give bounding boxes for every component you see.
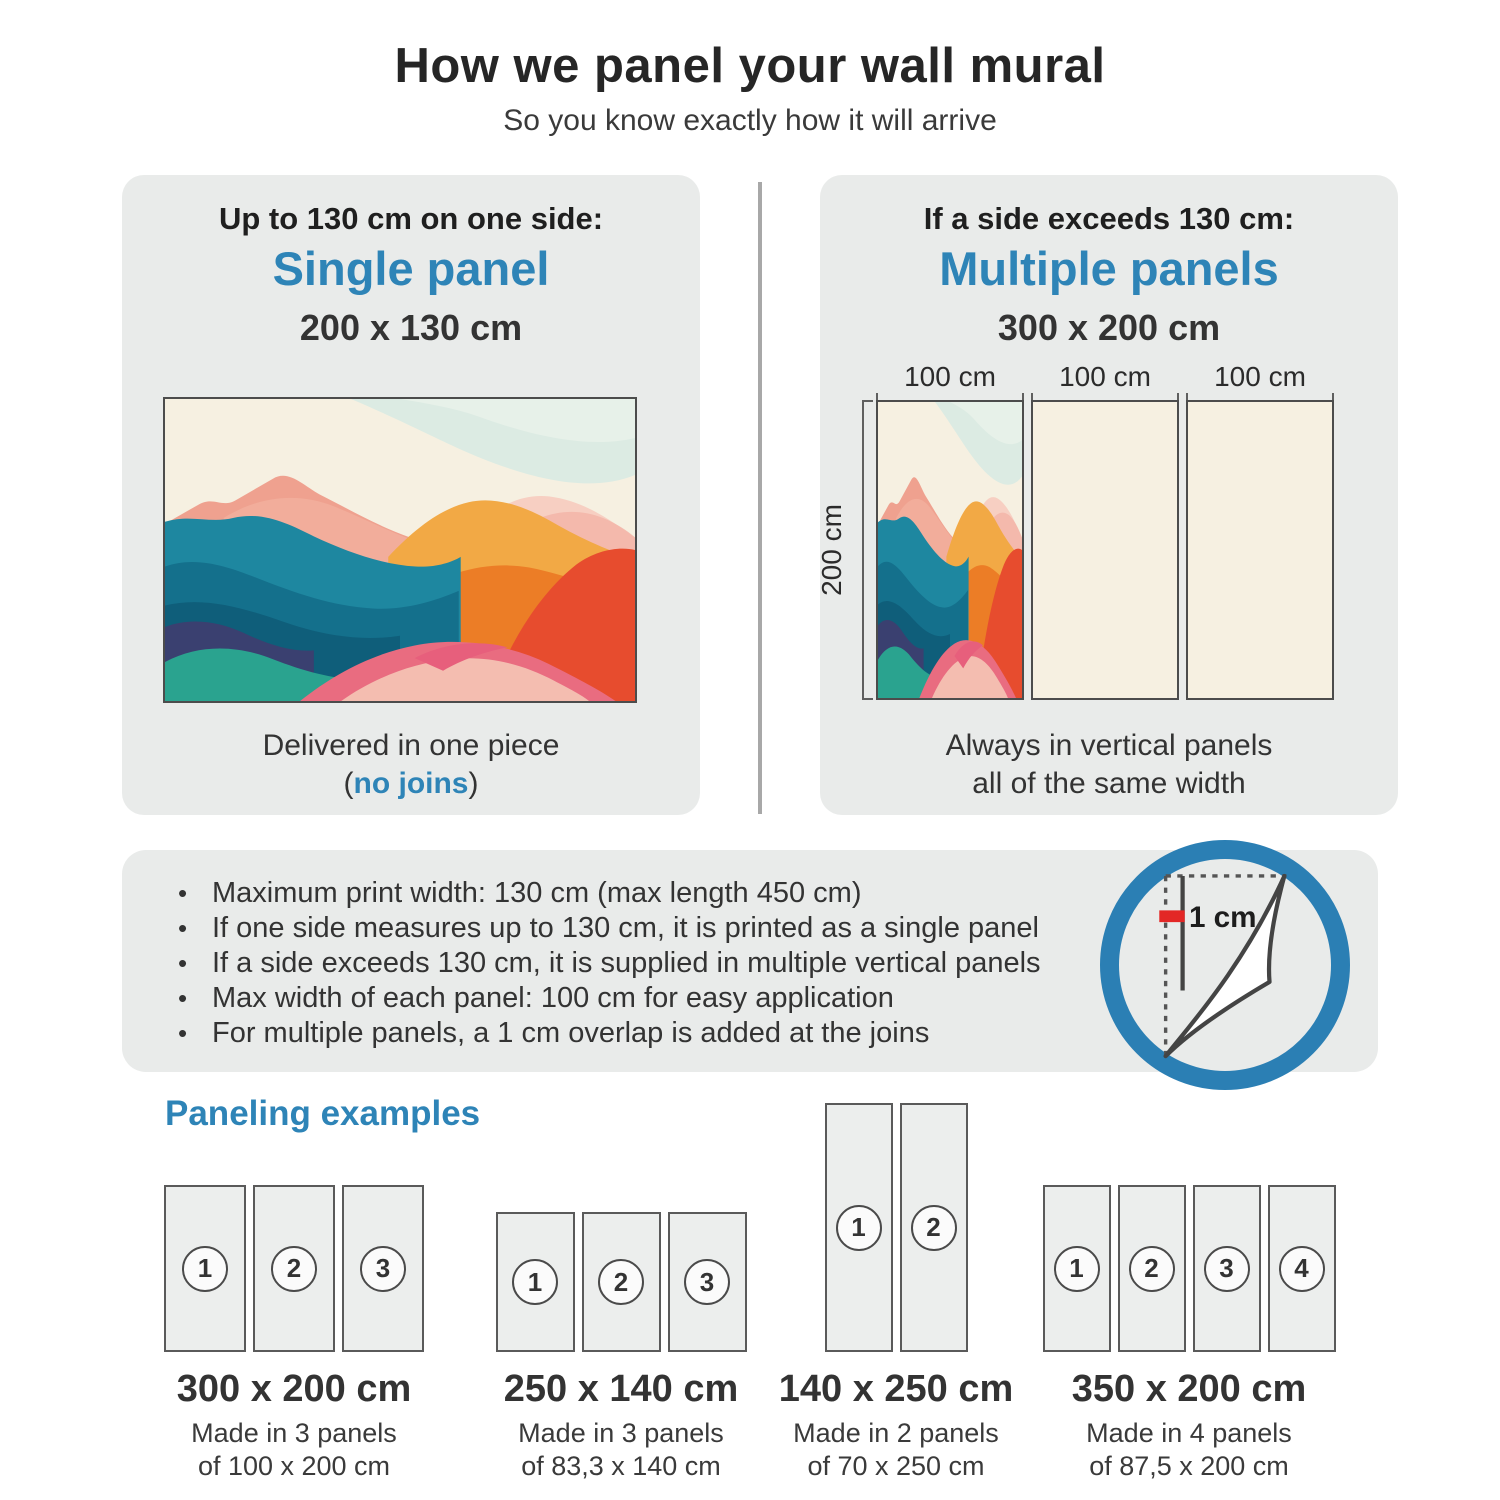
example-panels	[471, 1103, 771, 1352]
example-140x250	[746, 1103, 1046, 1483]
example-line1: Made in 2 panels	[793, 1418, 999, 1448]
example-panels	[144, 1103, 444, 1352]
examples-heading: Paneling examples	[165, 1094, 481, 1133]
multiple-footer-line1: Always in vertical panels	[945, 729, 1273, 762]
example-size: 140 x 250 cm	[778, 1368, 1014, 1410]
mural-panel-1	[876, 400, 1024, 700]
example-250x140	[471, 1103, 771, 1483]
bullet-item	[178, 946, 1138, 980]
info-bullet-list	[178, 876, 1138, 1051]
mural-panel-3	[1186, 400, 1334, 700]
bullet-item	[178, 911, 1138, 945]
paren-open: (	[343, 767, 354, 800]
multiple-panels-size: 300 x 200 cm	[997, 307, 1221, 348]
panel-number-badge: 1	[512, 1259, 558, 1305]
example-panel	[900, 1103, 968, 1352]
height-label: 200 cm	[816, 504, 848, 596]
example-size: 250 x 140 cm	[503, 1368, 739, 1410]
example-300x200	[144, 1103, 444, 1483]
multiple-panels-footer	[820, 727, 1398, 803]
paren-close: )	[468, 767, 479, 800]
bullet-dot-icon	[178, 946, 212, 980]
bullet-text: Maximum print width: 130 cm (max length 450 cm)	[212, 877, 862, 909]
multiple-panels-condition: If a side exceeds 130 cm:	[923, 201, 1295, 236]
example-350x200	[1039, 1103, 1339, 1483]
width-label-3: 100 cm	[1214, 361, 1306, 392]
multiple-panels-card	[816, 175, 1398, 815]
example-panels	[1039, 1103, 1339, 1352]
width-measure-1	[876, 361, 1024, 404]
example-panels	[746, 1103, 1046, 1352]
example-panel	[496, 1212, 575, 1352]
page-subtitle: So you know exactly how it will arrive	[503, 104, 997, 137]
panel-number-badge: 2	[598, 1259, 644, 1305]
example-panel	[1193, 1185, 1261, 1352]
panel-number-badge: 3	[684, 1259, 730, 1305]
single-footer-line1: Delivered in one piece	[262, 729, 560, 762]
single-footer-line2	[122, 765, 700, 803]
height-measure	[808, 400, 856, 700]
panel-number-badge: 1	[182, 1246, 228, 1292]
example-panel	[253, 1185, 335, 1352]
example-line2: of 70 x 250 cm	[807, 1451, 985, 1481]
no-joins-highlight: no joins	[353, 767, 469, 800]
example-panel	[668, 1212, 747, 1352]
width-measurements	[876, 361, 1335, 404]
width-measure-3	[1186, 361, 1334, 404]
example-line1: Made in 3 panels	[191, 1418, 397, 1448]
single-panel-mural-image	[163, 397, 637, 703]
example-panel	[825, 1103, 893, 1352]
single-panel-size: 200 x 130 cm	[299, 307, 523, 348]
example-panel	[1043, 1185, 1111, 1352]
panel-number-badge: 3	[360, 1246, 406, 1292]
single-panel-heading: Single panel	[272, 242, 550, 295]
bullet-item	[178, 876, 1138, 910]
example-panel	[1268, 1185, 1336, 1352]
multiple-panels-heading: Multiple panels	[939, 242, 1279, 295]
panel-number-badge: 2	[1129, 1246, 1175, 1292]
bullet-text: Max width of each panel: 100 cm for easy application	[212, 982, 894, 1014]
page-curl-icon	[1119, 859, 1331, 1071]
bullet-text: If a side exceeds 130 cm, it is supplied in multiple vertical panels	[212, 947, 1041, 979]
example-line1: Made in 4 panels	[1086, 1418, 1292, 1448]
width-label-2: 100 cm	[1059, 361, 1151, 392]
panel-number-badge: 3	[1204, 1246, 1250, 1292]
overlap-label: 1 cm	[1188, 900, 1257, 934]
example-panel	[164, 1185, 246, 1352]
single-panel-condition: Up to 130 cm on one side:	[218, 201, 604, 236]
panel-number-badge: 2	[911, 1205, 957, 1251]
panel-number-badge: 1	[1054, 1246, 1100, 1292]
single-panel-footer	[122, 727, 700, 803]
example-size: 300 x 200 cm	[176, 1368, 412, 1410]
page-title: How we panel your wall mural	[394, 39, 1106, 93]
height-bracket	[862, 400, 873, 700]
panel-number-badge: 2	[271, 1246, 317, 1292]
card-divider	[758, 182, 762, 814]
example-panel	[342, 1185, 424, 1352]
width-label-1: 100 cm	[904, 361, 996, 392]
bullet-dot-icon	[178, 911, 212, 945]
example-line1: Made in 3 panels	[518, 1418, 724, 1448]
panel-number-badge: 4	[1279, 1246, 1325, 1292]
multiple-panels-mural-image	[876, 400, 1334, 700]
example-line2: of 87,5 x 200 cm	[1089, 1451, 1289, 1481]
bullet-dot-icon	[178, 876, 212, 910]
overlap-circle-icon	[1100, 840, 1350, 1090]
bullet-item	[178, 1016, 1138, 1050]
width-measure-2	[1031, 361, 1179, 404]
bullet-item	[178, 981, 1138, 1015]
example-panel	[582, 1212, 661, 1352]
bullet-dot-icon	[178, 981, 212, 1015]
mural-panel-2	[1031, 400, 1179, 700]
example-panel	[1118, 1185, 1186, 1352]
single-panel-card	[122, 175, 700, 815]
example-line2: of 100 x 200 cm	[197, 1451, 391, 1481]
bullet-text: If one side measures up to 130 cm, it is printed as a single panel	[212, 912, 1039, 944]
multiple-footer-line2: all of the same width	[972, 767, 1246, 800]
example-line2: of 83,3 x 140 cm	[521, 1451, 721, 1481]
bullet-text: For multiple panels, a 1 cm overlap is added at the joins	[212, 1017, 930, 1049]
panel-number-badge: 1	[836, 1205, 882, 1251]
bullet-dot-icon	[178, 1016, 212, 1050]
example-size: 350 x 200 cm	[1071, 1368, 1307, 1410]
